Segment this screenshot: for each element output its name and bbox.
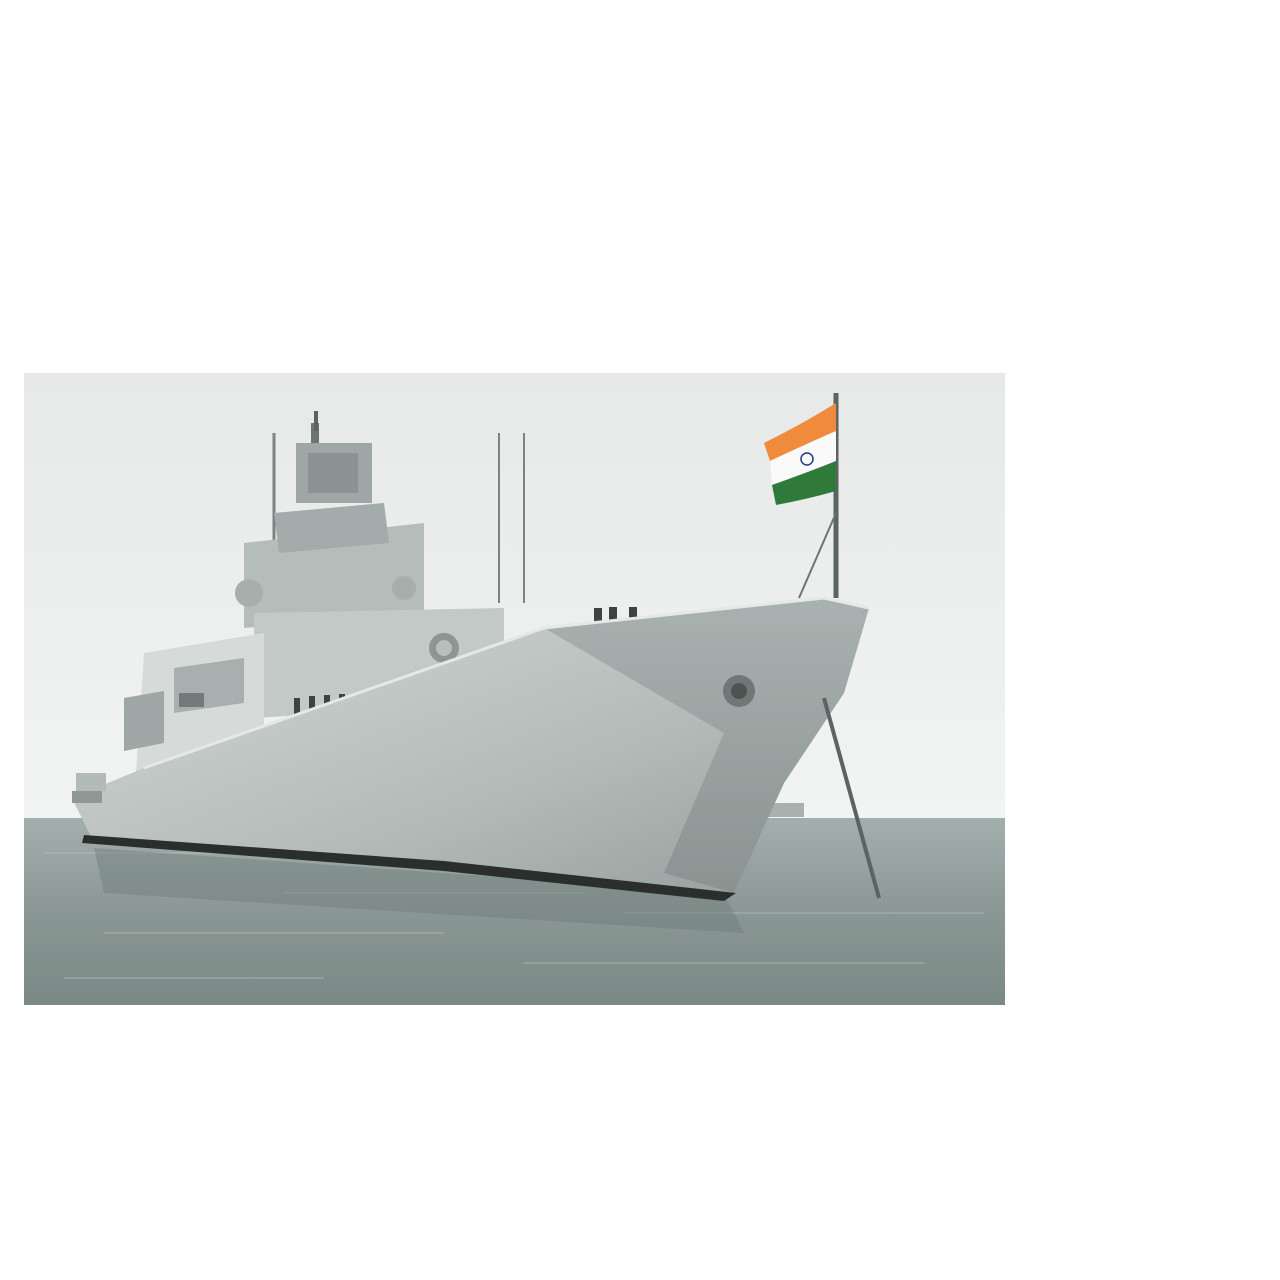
warship-scene bbox=[24, 373, 1005, 1005]
stern bbox=[72, 773, 106, 803]
warship-photo bbox=[24, 373, 1005, 1005]
anchor bbox=[723, 675, 755, 707]
